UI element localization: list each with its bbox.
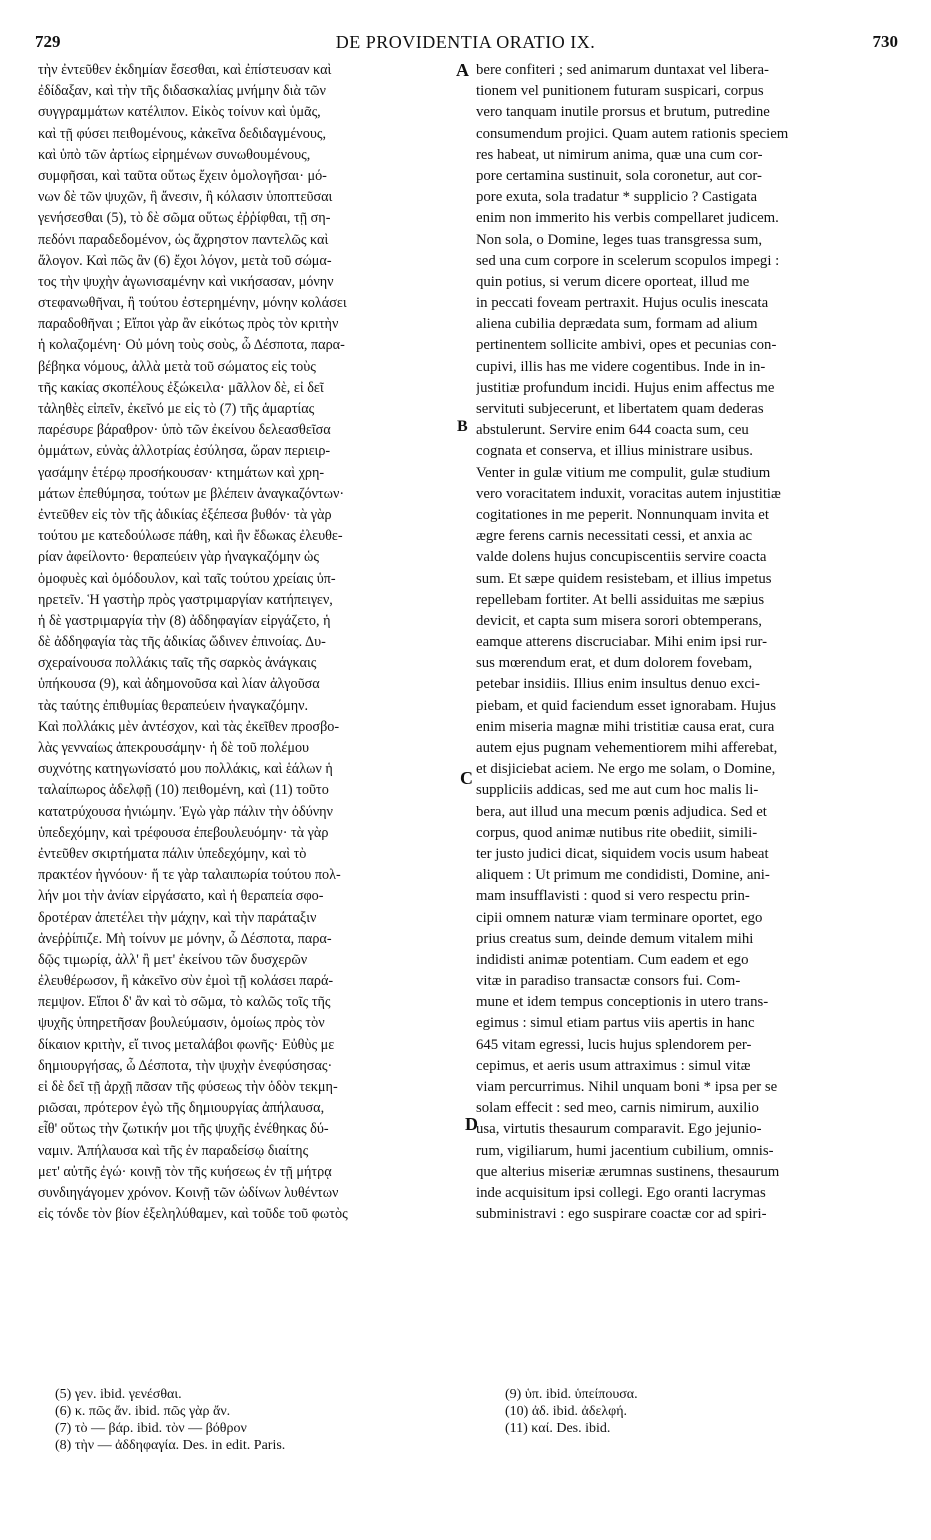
greek-text-line: δῷς τιμωρίᾳ, ἀλλ' ἢ μετ' ἐκείνου τῶν δυσχερῶν (38, 951, 308, 968)
greek-text-line: τὰς ταύτης ἐπιθυμίας θεραπεύειν ἠναγκαζόμην. (38, 697, 309, 714)
greek-text-line: ριῶσαι, πρότερον ἐγὼ τῆς δημιουργίας ἀπήλαυσα, (38, 1100, 325, 1117)
greek-text-line: δροτέραν ἀπετέλει τὴν μάχην, καὶ τὴν παράταξιν (38, 909, 317, 926)
footnote: (5) γεν. ibid. γενέσθαι. (55, 1387, 182, 1402)
latin-text-line: inde acquisitum ipsi collegi. Ego oranti lacrymas (476, 1184, 766, 1201)
footnote: (7) τὸ — βάρ. ibid. τὸν — βόθρον (55, 1421, 247, 1436)
greek-text-line: τος τὴν ψυχὴν ἀγωνισαμένην καὶ νικήσασαν, μόνην (38, 273, 334, 290)
latin-text-line: viam percurrimus. Nihil unquam boni * ipsa per se (476, 1079, 778, 1095)
greek-text-line: λήν μοι τὴν ἀνίαν εἰργάσατο, καὶ ἡ θεραπεία σφο- (38, 888, 324, 905)
greek-text-line: κατατρύχουσα ἠνιώμην. Ἐγὼ γὰρ πάλιν τὴν ὀδύνην (38, 803, 333, 820)
greek-text-line: μάτων ἐπεθύμησα, τούτων με βλέπειν ἀναγκαζόντων· (38, 485, 345, 502)
latin-text-line: pore certamina sustinuit, sola coronetur, aut cor- (476, 167, 762, 184)
latin-text-line: bere confiteri ; sed animarum duntaxat vel libera- (476, 62, 769, 78)
greek-text-line: λὰς γενναίως ἀπεκρουσάμην· ἡ δὲ τοῦ πολέμου (38, 740, 310, 756)
latin-text-line: cogitationes in me peperit. Nonnunquam invita et (476, 506, 769, 523)
margin-marker-c: C (460, 768, 473, 788)
greek-text-line: καὶ ὑπὸ τῶν ἀρτίως εἰρημένων συνωθουμένους, (38, 146, 311, 163)
greek-text-line: ἐλευθέρωσον, ἢ κἀκεῖνο σὺν ἐμοὶ τῇ κολάσει παρά- (38, 973, 334, 990)
footnote: (6) κ. πῶς ἄν. ibid. πῶς γὰρ ἄν. (55, 1404, 231, 1419)
latin-text-line: cognata et conserva, et illius ministrare usibus. (476, 443, 753, 460)
latin-text-line: prius creatus sum, deinde demum vitalem mihi (476, 930, 754, 947)
latin-text-line: piebam, et quid faciendum esset ignorabam. Hujus (476, 697, 776, 714)
greek-text-line: παρέσυρε βάραθρον· ὑπὸ τῶν ἐκείνου δελεασθεῖσα (38, 422, 331, 439)
latin-text-line: enim miseria magnæ mihi tristitiæ causa erat, cura (476, 718, 775, 735)
footnote: (8) τὴν — ἀδδηφαγία. Des. in edit. Paris. (55, 1438, 286, 1453)
latin-text-line: Venter in gulæ vitium me compulit, gulæ studium (476, 464, 771, 481)
footnotes-right (505, 1386, 905, 1437)
latin-text-line: aliquem : Ut primum me condidisti, Domine, ani- (476, 867, 770, 884)
latin-text-line: vero voracitatem induxit, voracitas autem injustitiæ (476, 485, 781, 502)
greek-text-line: εἰς τόνδε τὸν βίον ἐξεληλύθαμεν, καὶ τοῦδε τοῦ φωτὸς (38, 1206, 348, 1223)
greek-text-line: ἐδίδαξαν, καὶ τὴν τῆς διδασκαλίας μνήμην διὰ τῶν (38, 83, 326, 100)
greek-text-line: πεδόνι παραδεδομένον, ὡς ἄχρηστον παντελῶς καὶ (38, 231, 329, 248)
greek-text-line: συχνότης κατηγωνίσατό μου πολλάκις, καὶ ἑάλων ἡ (38, 761, 333, 778)
latin-text-line: pertinentem sollicite ambivi, opes et pecunias con- (476, 337, 777, 354)
greek-text-line: συμφῆσαι, καὶ ταῦτα οὕτως ἔχειν ὁμολογῆσαι· μό- (38, 167, 327, 184)
latin-text-line: vitæ in paradiso transactæ consors fui. Com- (476, 973, 741, 990)
greek-text-line: δὲ ἀδδηφαγία τὰς τῆς ἀδικίας ὤδινεν ἐπινοίας. Δυ- (38, 634, 326, 651)
greek-text-line: ἡ κολαζομένη· Οὐ μόνη τοὺς σοὺς, ὦ Δέσποτα, παρα- (38, 337, 345, 354)
greek-text-line: γασάμην ἑτέρῳ προσήκουσαν· κτημάτων καὶ χρη- (38, 464, 325, 481)
margin-marker-b: B (457, 418, 468, 435)
latin-text-line: vero tanquam inutile prorsus et brutum, putredine (476, 104, 770, 121)
greek-text-line: δίκαιον κριτὴν, εἴ τινος μεταλάβοι φωνῆς· Εὐθὺς με (38, 1036, 335, 1053)
greek-text-line: καὶ τῇ φύσει πειθομένους, κἀκεῖνα δεδιδαγμένους, (38, 125, 327, 142)
greek-text-line: νων δὲ τῶν ψυχῶν, ἢ ἄνεσιν, ἢ κόλασιν ὑποπτεῦσαι (38, 189, 333, 206)
greek-text-line: ταλαίπωρος ἀδελφῇ (10) πειθομένη, καὶ (11) τοῦτο (38, 782, 329, 799)
greek-text-line: τἀληθὲς εἰπεῖν, ἐκεῖνό με εἰς τὸ (7) τῆς ἁμαρτίας (38, 401, 315, 417)
margin-marker-a: A (456, 60, 469, 80)
latin-text-line: aliena cubilia deprædata sum, formam ad alium (476, 316, 758, 333)
latin-text-line: corpus, quod animæ nutibus rite obediit, simili- (476, 824, 758, 841)
latin-text-line: et disjiciebat aciem. Ne ergo me solam, o Domine, (476, 761, 776, 778)
footnote: (11) καί. Des. ibid. (505, 1421, 611, 1436)
latin-column (476, 60, 894, 1225)
latin-text-line: servituti subjecerunt, et libertatem quam dederas (476, 401, 764, 417)
greek-text-line: συνδιηγάγομεν χρόνον. Κοινῇ τῶν ὠδίνων λυθέντων (38, 1184, 339, 1201)
latin-text-line: 645 vitam egressi, lucis hujus splendorem per- (476, 1036, 752, 1053)
latin-text-line: subministravi : ego suspirare coactæ cor ad spiri- (476, 1206, 767, 1223)
greek-text-line: εἰ δὲ δεῖ τῇ ἀρχῇ πᾶσαν τῆς φύσεως τὴν ὁδὸν τεκμη- (38, 1079, 338, 1095)
latin-text-line: ter justo judici dicat, siquidem vocis usum habeat (476, 845, 769, 862)
latin-text-line: solam effecit : sed meo, carnis nimirum, auxilio (476, 1100, 759, 1117)
greek-text-line: ηρετεῖν. Ἡ γαστὴρ πρὸς γαστριμαργίαν κατήπειγεν, (38, 591, 333, 608)
latin-text-line: mune et idem tempus conceptionis in utero trans- (476, 994, 769, 1011)
greek-text-line: ἄλογον. Καὶ πῶς ἂν (6) ἔχοι λόγον, μετὰ τοῦ σώμα- (38, 252, 332, 269)
greek-text-line: ἀνεῤῥίπιζε. Μὴ τοίνυν με μόνην, ὦ Δέσποτα, παρα- (38, 930, 332, 947)
latin-text-line: enim non immerito his verbis compellaret judicem. (476, 210, 779, 227)
page-number-left: 729 (35, 32, 61, 51)
latin-text-line: ægre ferens carnis necessitati cessi, et anxia ac (476, 528, 753, 545)
greek-text-line: ναμιν. Ἀπήλαυσα καὶ τῆς ἐν παραδείσῳ διαίτης (38, 1142, 309, 1159)
latin-text-line: egimus : simul etiam partus viis apertis in hanc (476, 1015, 755, 1032)
greek-text-line: συγγραμμάτων κατέλιπον. Εἰκὸς τοίνυν καὶ ὑμᾶς, (38, 104, 321, 121)
greek-text-line: ἡ δὲ γαστριμαργία τὴν (8) ἀδδηφαγίαν εἰργάζετο, ἡ (38, 612, 331, 629)
greek-text-line: Καὶ πολλάκις μὲν ἀντέσχον, καὶ τὰς ἐκεῖθεν προσβο- (38, 718, 340, 735)
latin-text-line: pore exuta, sola tradatur * supplicio ? Castigata (476, 189, 758, 206)
footnote: (9) ὑπ. ibid. ὑπείπουσα. (505, 1387, 638, 1402)
greek-column (38, 60, 463, 1225)
latin-text-line: cepimus, et aeris usum attraximus : simul vitæ (476, 1057, 751, 1074)
greek-text-line: ρίαν ἀφείλοντο· θεραπεύειν γὰρ ἠναγκαζόμην ὡς (38, 549, 320, 566)
latin-text-line: petebar insidiis. Illius enim insultus denuo exci- (476, 676, 760, 693)
latin-text-line: res habeat, ut nimirum anima, quæ una cum cor- (476, 146, 763, 163)
latin-text-line: cupivi, illis has me videre cogentibus. Inde in in- (476, 358, 766, 375)
latin-text-line: consumendum projici. Quam autem rationis speciem (476, 125, 789, 142)
latin-text-line: devicit, et capta sum misera sorori obtemperans, (476, 612, 762, 629)
greek-text-line: ἐντεῦθεν εἰς τὸν τῆς ἀδικίας ἐξέπεσα βυθόν· τὰ γὰρ (38, 506, 332, 523)
greek-text-line: ὑπήκουσα (9), καὶ ἀδημονοῦσα καὶ λίαν ἀλγοῦσα (38, 676, 320, 693)
latin-text-line: quin potius, si verum dicere oporteat, illud me (476, 273, 750, 290)
latin-text-line: sus mœrendum erat, et dum dolorem fovebam, (476, 655, 753, 672)
greek-text-line: σχεραίνουσα πολλάκις ταῖς τῆς σαρκὸς ἀνάγκαις (38, 655, 317, 672)
greek-text-line: στεφανωθῆναι, ἢ τούτου ἐστερημένην, μόνην κολάσει (38, 295, 347, 312)
latin-text-line: tionem vel punitionem futuram suspicari, corpus (476, 83, 764, 100)
latin-text-line: abstulerunt. Servire enim 644 coacta sum, ceu (476, 422, 749, 439)
latin-text-line: eamque atterens discruciabar. Mihi enim ipsi rur- (476, 634, 768, 651)
latin-text-line: justitiæ profundum incidi. Hujus enim affectus me (476, 379, 775, 396)
greek-text-line: ψυχῆς ὑπηρετῆσαν βουλεύμασιν, ὁμοίως πρὸς τὸν (38, 1015, 325, 1032)
latin-text-line: cipii omnem naturæ viam terminare oportet, ego (476, 909, 763, 926)
greek-text-line: γενήσεσθαι (5), τὸ δὲ σῶμα οὕτως ἐῤῥίφθαι, τῇ ση- (38, 210, 331, 227)
latin-text-line: mam insufflavisti : quod si vero respectu prin- (476, 888, 750, 905)
greek-text-line: ὑπεδεχόμην, καὶ τρέφουσα ἐπεβουλευόμην· τὰ γὰρ (38, 824, 329, 841)
greek-text-line: τῆς κακίας σκοπέλους ἐξώκειλα· μᾶλλον δὲ, εἰ δεῖ (38, 379, 324, 396)
footnotes-left (55, 1386, 455, 1454)
greek-text-line: μετ' αὐτῆς ἐγώ· κοινῇ τὸν τῆς κυήσεως ἐν τῇ μήτρᾳ (38, 1163, 332, 1180)
latin-text-line: que alterius miseriæ ærumnas sustinens, thesaurum (476, 1163, 780, 1180)
margin-marker-d: D (465, 1114, 478, 1134)
page-header (0, 8, 931, 52)
greek-text-line: τούτου με κατεδούλωσε πάθη, καὶ ἣν ἔδωκας ἐλευθε- (38, 528, 343, 545)
greek-text-line: τὴν ἐντεῦθεν ἐκδημίαν ἔσεσθαι, καὶ ἐπίστευσαν καὶ (38, 62, 332, 78)
greek-text-line: δημιουργήσας, ὦ Δέσποτα, τὴν ψυχὴν ἐνεφύσησας· (38, 1057, 333, 1074)
latin-text-line: in peccati foveam pertraxit. Hujus oculis inescata (476, 295, 769, 312)
latin-text-line: rum, vigiliarum, humi jacentium cubilium, omnis- (476, 1142, 774, 1159)
greek-text-line: ὁμοφυὲς καὶ ὁμόδουλον, καὶ ταῖς τούτου χρείαις ὑπ- (38, 570, 336, 587)
greek-text-line: παραδοθῆναι ; Εἴποι γὰρ ἂν εἰκότως πρὸς τὸν κριτὴν (38, 316, 339, 333)
latin-text-line: bera, aut illud una mecum pœnis adjudica. Sed et (476, 803, 767, 820)
greek-text-line: ἐντεῦθεν σκιρτήματα πάλιν ὑπεδεχόμην, καὶ τὸ (38, 845, 307, 862)
latin-text-line: sed una cum corpore in scelerum scopulos impegi : (476, 252, 780, 269)
page-number-right: 730 (872, 32, 898, 51)
latin-text-line: Non sola, o Domine, leges tuas transgressa sum, (476, 231, 763, 248)
footnote: (10) ἀδ. ibid. ἀδελφή. (505, 1404, 628, 1419)
running-title: DE PROVIDENTIA ORATIO IX. (335, 32, 596, 52)
latin-text-line: indidisti animæ potentiam. Cum eadem et ego (476, 951, 749, 968)
greek-text-line: πεμψον. Εἴποι δ' ἂν καὶ τὸ σῶμα, τὸ καλῶς τοῖς τῆς (38, 994, 331, 1011)
greek-text-line: πρακτέον ἠγνόουν· ἥ τε γὰρ ταλαιπωρία τούτου πολ- (38, 867, 341, 884)
latin-text-line: sum. Et sæpe quidem resistebam, et illius impetus (476, 570, 772, 587)
latin-text-line: suppliciis addicas, sed me aut cum hoc malis li- (476, 782, 759, 799)
latin-text-line: autem ejus pugnam vehementiorem mihi afferebat, (476, 740, 778, 756)
greek-text-line: ὀμμάτων, εὐνὰς ἀλλοτρίας ἐσύλησα, ὥραν περιειρ- (38, 443, 331, 460)
greek-text-line: εἶθ' οὕτως τὴν ζωτικήν μοι τῆς ψυχῆς ἐνέθηκας δύ- (38, 1121, 329, 1138)
latin-text-line: repellebam fortiter. At belli assiduitas me sæpius (476, 591, 765, 608)
greek-text-line: βέβηκα νόμους, ἀλλὰ μετὰ τοῦ σώματος εἰς τοὺς (38, 358, 316, 375)
latin-text-line: usa, virtutis thesaurum comparavit. Ego jejunio- (476, 1121, 762, 1138)
latin-text-line: valde dolens hujus concupiscentiis servire coacta (476, 549, 767, 566)
